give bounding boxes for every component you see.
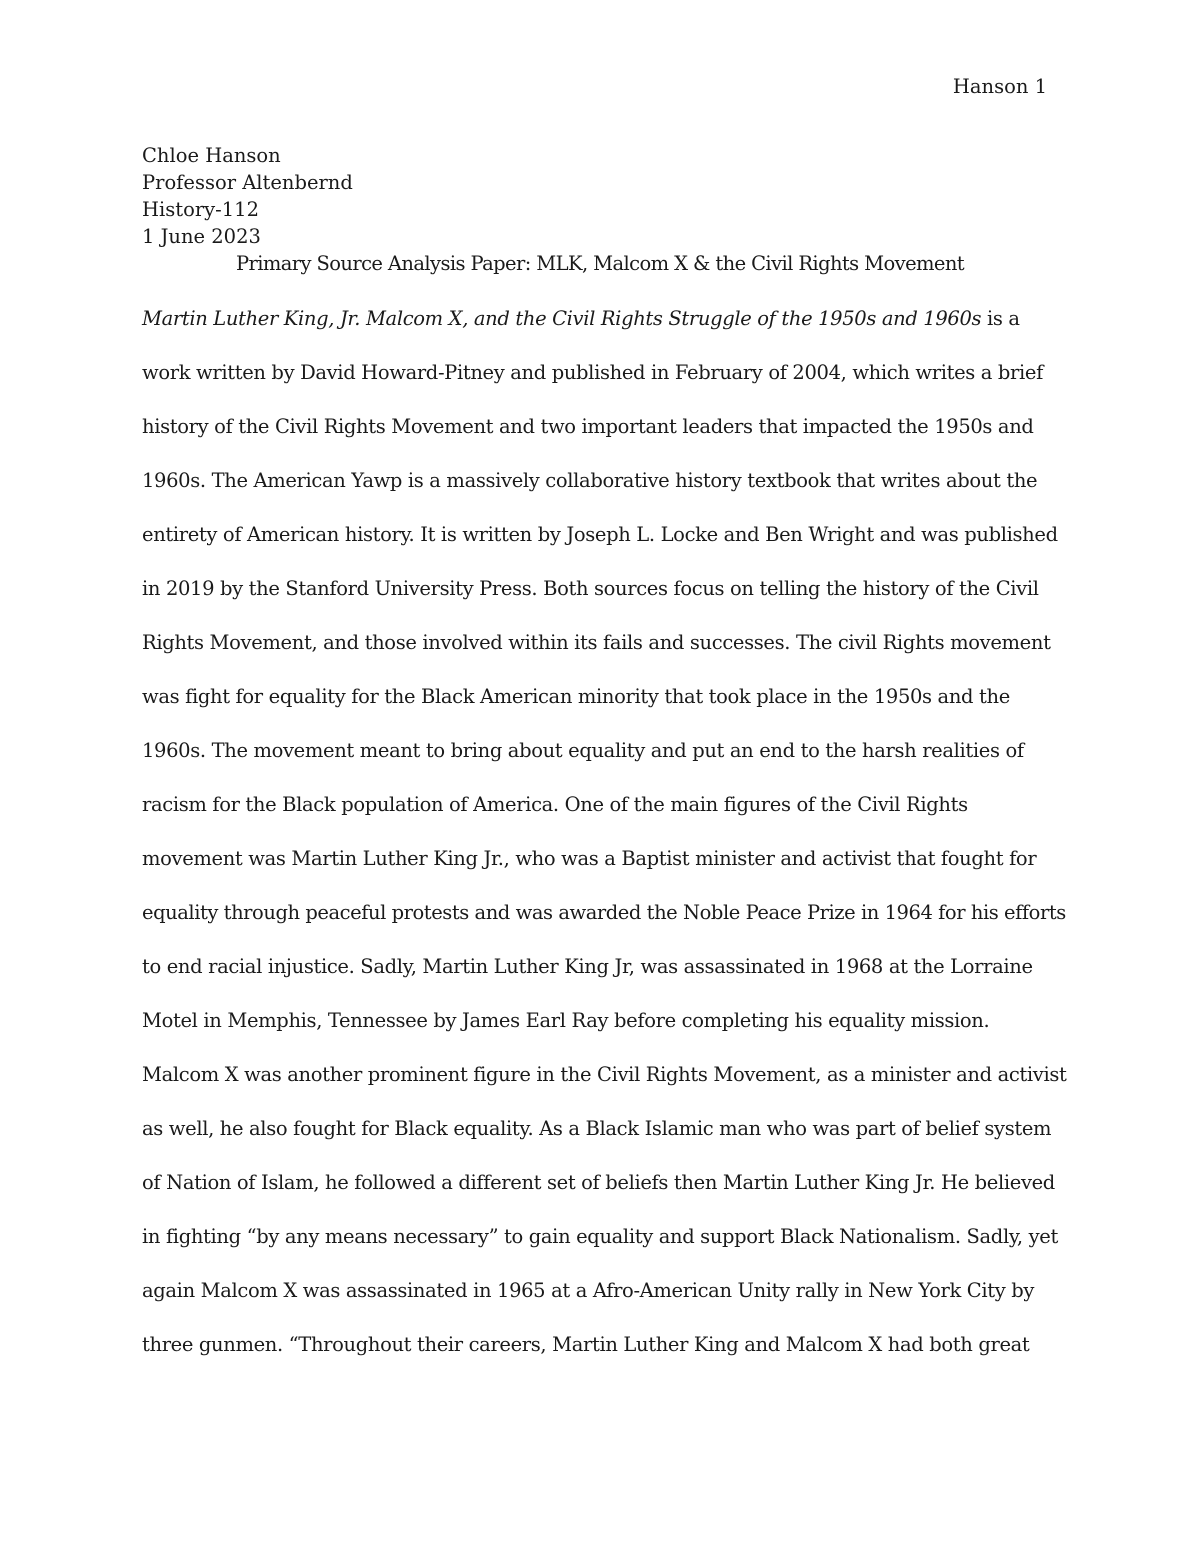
body-line: Rights Movement, and those involved within its fails and successes. The civil Rights movement (142, 631, 1051, 654)
body-line: movement was Martin Luther King Jr., who was a Baptist minister and activist that fought for (142, 847, 1037, 870)
body-line: 1960s. The American Yawp is a massively collaborative history textbook that writes about the (142, 469, 1038, 492)
body-line: of Nation of Islam, he followed a different set of beliefs then Martin Luther King Jr. He believed (142, 1171, 1055, 1194)
body-line: racism for the Black population of America. One of the main figures of the Civil Rights (142, 793, 968, 816)
body-line: Malcom X was another prominent figure in the Civil Rights Movement, as a minister and activist (142, 1063, 1067, 1086)
professor-name: Professor Altenbernd (142, 171, 353, 194)
body-line: to end racial injustice. Sadly, Martin Luther King Jr, was assassinated in 1968 at the Lorraine (142, 955, 1033, 978)
mla-heading (142, 142, 353, 250)
body-line: 1960s. The movement meant to bring about equality and put an end to the harsh realities of (142, 739, 1024, 762)
body-line: entirety of American history. It is written by Joseph L. Locke and Ben Wright and was published (142, 523, 1058, 546)
body-line: again Malcom X was assassinated in 1965 at a Afro-American Unity rally in New York City by (142, 1279, 1035, 1302)
paper-title: Primary Source Analysis Paper: MLK, Malcom X & the Civil Rights Movement (235, 252, 965, 275)
body-line: Motel in Memphis, Tennessee by James Earl Ray before completing his equality mission. (142, 1009, 990, 1032)
body-line: in fighting “by any means necessary” to gain equality and support Black Nationalism. Sadly, yet (142, 1225, 1058, 1248)
source-title-italic: Martin Luther King, Jr. Malcom X, and the Civil Rights Struggle of the 1950s and 1960s (142, 307, 982, 330)
body-line: in 2019 by the Stanford University Press. Both sources focus on telling the history of the Civil (142, 577, 1039, 600)
body-line-tail: is a (981, 307, 1020, 330)
body-line: was fight for equality for the Black American minority that took place in the 1950s and the (142, 685, 1010, 708)
running-head: Hanson 1 (952, 75, 1047, 98)
body-line: work written by David Howard-Pitney and published in February of 2004, which writes a brief (142, 361, 1043, 384)
body-line (142, 303, 1062, 357)
body-line: as well, he also fought for Black equality. As a Black Islamic man who was part of belief system (142, 1117, 1052, 1140)
course-name: History-112 (142, 198, 259, 221)
body-paragraph (142, 303, 1067, 1383)
body-line: history of the Civil Rights Movement and two important leaders that impacted the 1950s and (142, 415, 1034, 438)
author-name: Chloe Hanson (142, 144, 281, 167)
body-line: equality through peaceful protests and was awarded the Noble Peace Prize in 1964 for his efforts (142, 901, 1066, 924)
paper-date: 1 June 2023 (142, 225, 261, 248)
body-line: three gunmen. “Throughout their careers, Martin Luther King and Malcom X had both great (142, 1333, 1030, 1356)
